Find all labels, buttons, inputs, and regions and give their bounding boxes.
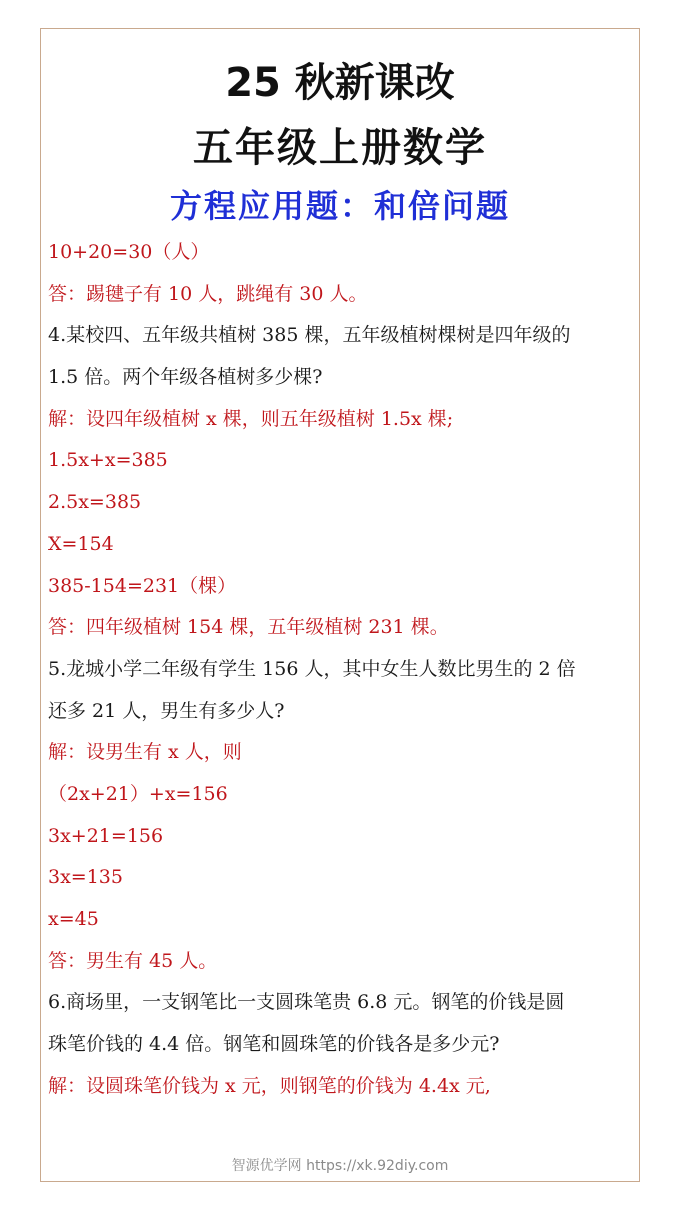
equation-line: X=154 [48, 532, 114, 555]
answer-line: 答：四年级植树 154 棵，五年级植树 231 棵。 [48, 616, 449, 639]
footer-watermark: 智源优学网 https://xk.92diy.com [231, 1158, 449, 1174]
equation-line: 3x=135 [48, 866, 123, 889]
section-subtitle: 方程应用题：和倍问题 [169, 187, 510, 225]
text-line: 10+20=30（人） [48, 241, 210, 263]
equation-line: （2x+21）+x=156 [48, 782, 228, 805]
question-line: 还多 21 人，男生有多少人? [48, 699, 285, 722]
question-line: 4.某校四、五年级共植树 385 棵，五年级植树棵树是四年级的 [48, 324, 571, 347]
text-line: 答：踢毽子有 10 人，跳绳有 30 人。 [48, 282, 368, 305]
equation-line: x=45 [48, 908, 99, 930]
solution-line: 解：设男生有 x 人，则 [48, 741, 242, 764]
question-line: 6.商场里，一支钢笔比一支圆珠笔贵 6.8 元。钢笔的价钱是圆 [48, 991, 565, 1014]
page-title-grade: 五年级上册数学 [193, 125, 487, 171]
answer-line: 答：男生有 45 人。 [48, 949, 218, 972]
page-title: 25 秋新课改 [225, 60, 455, 106]
solution-line: 解：设圆珠笔价钱为 x 元，则钢笔的价钱为 4.4x 元, [48, 1074, 491, 1097]
equation-line: 1.5x+x=385 [48, 449, 168, 472]
document-body [48, 232, 638, 1107]
question-line: 珠笔价钱的 4.4 倍。钢笔和圆珠笔的价钱各是多少元? [48, 1033, 500, 1056]
equation-line: 385-154=231（棵） [48, 574, 237, 597]
equation-line: 2.5x=385 [48, 491, 142, 514]
equation-line: 3x+21=156 [48, 824, 164, 847]
question-line: 5.龙城小学二年级有学生 156 人，其中女生人数比男生的 2 倍 [48, 657, 576, 680]
solution-line: 解：设四年级植树 x 棵，则五年级植树 1.5x 棵; [48, 407, 454, 430]
question-line: 1.5 倍。两个年级各植树多少棵? [48, 366, 323, 389]
